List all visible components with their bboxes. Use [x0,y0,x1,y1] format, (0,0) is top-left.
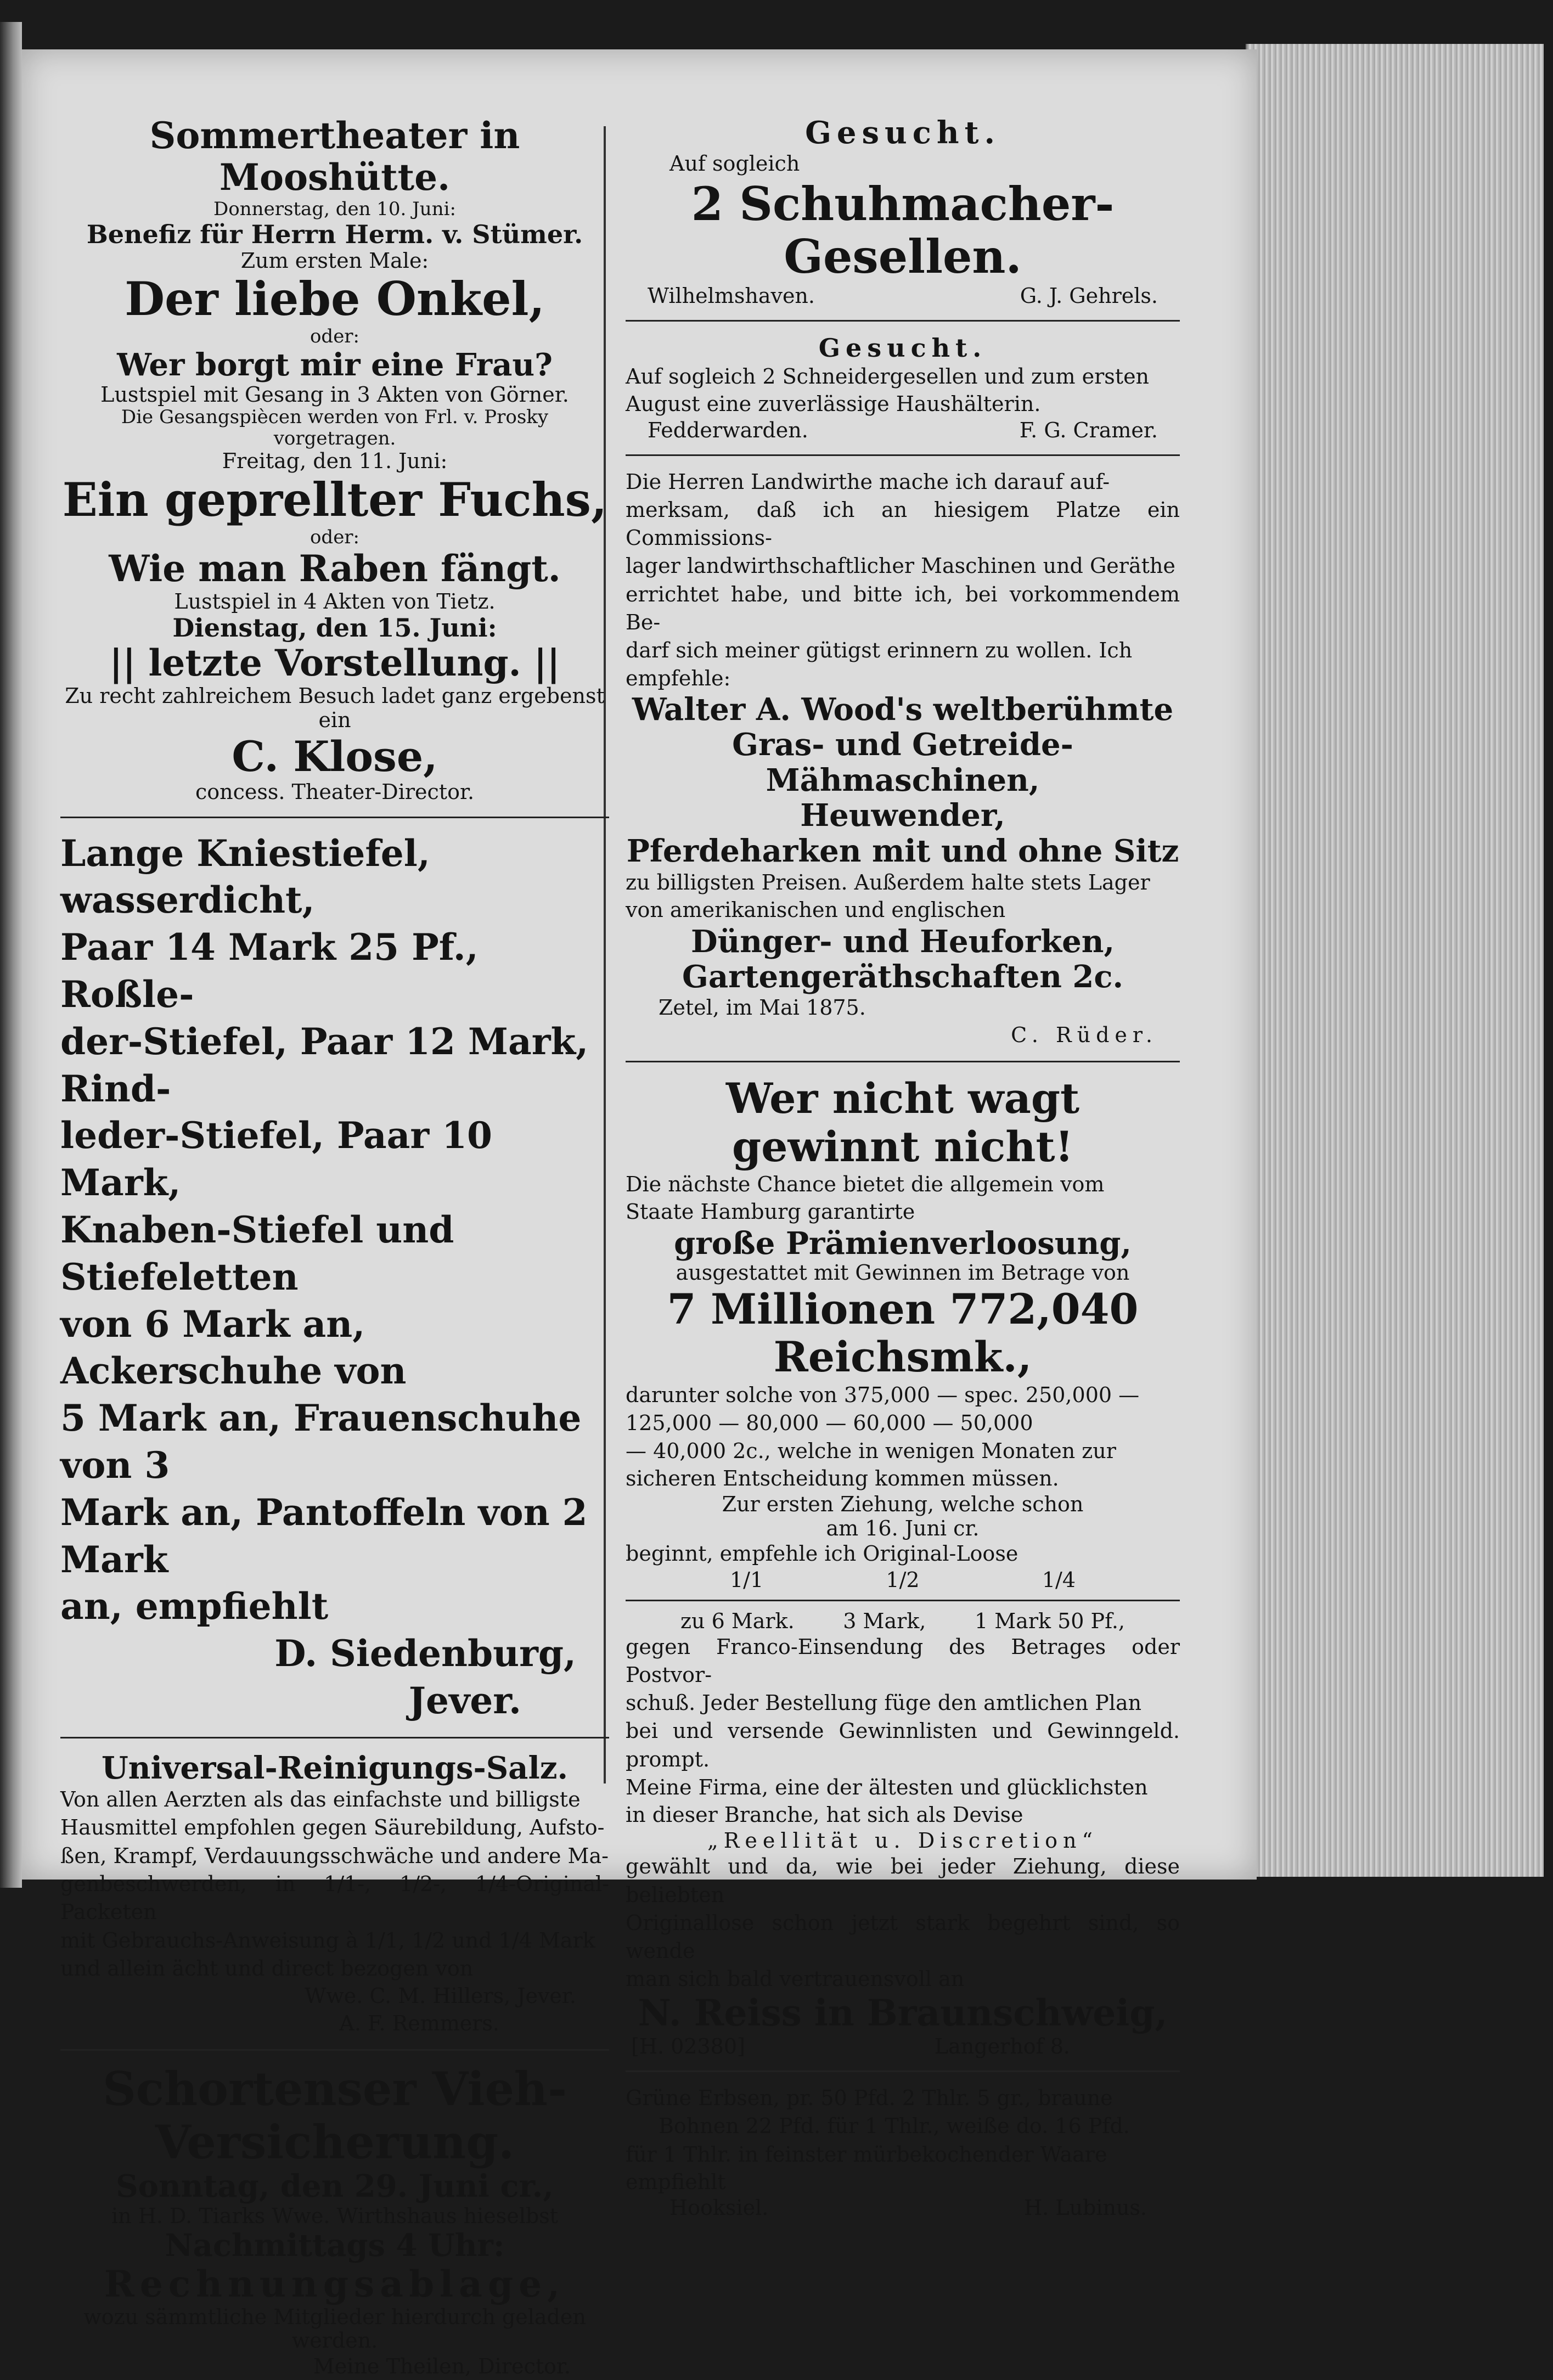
separator [626,1061,1180,1062]
ad-line: Lange Kniestiefel, wasserdicht, [60,831,430,922]
ad-line: Lustspiel mit Gesang in 3 Akten von Görner. [100,382,569,407]
advertiser-place: Wilhelmshaven. [648,283,815,308]
ad-line: Meine Firma, eine der ältesten und glücklichsten [626,1775,1148,1800]
ad-line: wozu sämmtliche Mitglieder hierdurch geladen werden. [83,2304,586,2353]
shoemaker-ad [626,115,1180,308]
advertiser-address: Langerhof 8. [934,2034,1070,2058]
separator [626,320,1180,322]
advertiser-place: Hooksiel. [669,2196,769,2220]
ad-line: Von allen Aerzten als das einfachste und billigste [60,1787,581,1812]
right-column [626,115,1180,2220]
fraction: 1/4 [1042,1567,1076,1592]
ad-line: Mark an, Pantoffeln von 2 Mark [60,1490,588,1581]
ad-line: gewählt und da, wie bei jeder Ziehung, diese beliebten [626,1854,1180,1907]
ad-date: Dienstag, den 15. Juni: [172,613,497,643]
advertiser-place: Fedderwarden. [648,418,808,442]
ad-line: und allein ächt und direct bezogen von [60,1956,474,1980]
price-row [626,1609,1180,1633]
ad-line: in dieser Branche, hat sich als Devise [626,1803,1023,1827]
advertiser-name: N. Reiss in Braunschweig, [638,1991,1168,2035]
ad-line: Die nächste Chance bietet die allgemein vom [626,1172,1105,1196]
ad-highlight: Pferdeharken mit und ohne Sitz [626,832,1179,869]
ad-date: Sonntag, den 29. Juni cr., [116,2168,554,2205]
advertiser-name: Wwe. C. M. Hillers, Jever. [305,1984,576,2008]
ad-line: Originallose schon jetzt stark begehrt sind, so wende [626,1911,1180,1963]
advertiser-role: concess. Theater-Director. [195,779,475,804]
ad-highlight: Gras- und Getreide-Mähmaschinen, [732,727,1073,798]
ad-line: Zum ersten Male: [240,248,429,273]
ad-date: Donnerstag, den 10. Juni: [213,198,456,220]
separator [60,2049,609,2051]
ad-line: Die Gesangspiècen werden von Frl. v. Prosky [121,406,549,429]
ad-line: in H. D. Tiarks Wwe. Wirthshaus hieselbst [111,2203,558,2228]
separator [60,817,609,818]
ad-line: August eine zuverlässige Haushälterin. [626,392,1041,417]
advertiser-name: H. Lubinus. [1023,2196,1147,2220]
ad-line: leder-Stiefel, Paar 10 Mark, [60,1114,492,1205]
ad-footer [626,418,1180,442]
boots-ad [60,830,609,1725]
ad-line: Die Herren Landwirthe mache ich darauf auf- [626,469,1110,494]
ad-line: 5 Mark an, Frauenschuhe von 3 [60,1397,582,1487]
ad-title: Gesucht. [818,333,987,363]
lottery-ad [626,1074,1180,2058]
ad-headline: 7 Millionen 772,040 Reichsmk., [667,1284,1139,1382]
price: zu 6 Mark. [680,1608,795,1633]
ad-line: Bohnen 22 Pfd. für 1 Thlr., weiße do. 16 Pfd. [659,2114,1130,2139]
advertiser-name: C. Klose, [232,732,438,781]
ad-line: gegen Franco-Einsendung des Betrages oder Postvor- [626,1634,1180,1687]
advertiser-name: D. Siedenburg, [274,1632,576,1675]
ad-line: Rechnungsablage, [104,2262,566,2305]
ad-line: ßen, Krampf, Verdauungsschwäche und andere Ma- [60,1843,609,1868]
ad-line: empfehle: [626,666,731,690]
fraction: 1/1 [730,1567,764,1592]
ad-line: darf sich meiner gütigst erinnern zu wollen. Ich [626,638,1133,663]
ad-line: darunter solche von 375,000 — spec. 250,000 — [626,1382,1140,1407]
ad-line: Hausmittel empfohlen gegen Säurebildung, Aufsto- [60,1815,605,1840]
ad-line: von 6 Mark an, Ackerschuhe von [60,1302,407,1393]
ad-line: Benefiz für Herrn Herm. v. Stümer. [86,219,583,249]
ad-line: der-Stiefel, Paar 12 Mark, Rind- [60,1020,589,1110]
last-performance: || letzte Vorstellung. || [109,642,560,685]
salt-ad [60,1751,609,2037]
fraction: 1/2 [886,1567,920,1592]
ad-line: vorgetragen. [273,427,396,450]
separator [626,454,1180,456]
ad-title: Versicherung. [155,2114,515,2169]
ad-line: bei und versende Gewinnlisten und Gewinngeld. prompt. [626,1719,1180,1771]
machinery-ad [626,468,1180,1049]
ad-line: errichtet habe, und bitte ich, bei vorkommendem Be- [626,582,1180,635]
theater-ad [60,115,609,804]
ad-title: Wer nicht wagt gewinnt nicht! [725,1074,1080,1171]
play-title: Der liebe Onkel, [125,272,545,327]
ad-line: oder: [310,526,360,548]
left-page-edge [0,22,22,1888]
ad-title: Gesucht. [805,115,1000,151]
ad-footer [626,284,1180,308]
ad-line: 125,000 — 80,000 — 60,000 — 50,000 [626,1410,1033,1435]
ad-line: Zu recht zahlreichem Besuch ladet ganz ergebenst ein [65,684,605,732]
ad-title: Sommertheater in Mooshütte. [149,114,520,199]
ad-highlight: Gartengeräthschaften 2c. [682,959,1123,995]
left-column [60,115,609,2380]
ad-line: Zur ersten Ziehung, welche schon [722,1492,1084,1516]
ad-line: Nachmittags 4 Uhr: [165,2227,505,2264]
ad-line: am 16. Juni cr. [826,1516,980,1540]
ad-highlight: große Prämienverloosung, [674,1225,1132,1262]
ad-line: Staate Hamburg garantirte [626,1200,915,1224]
play-title: Ein geprellter Fuchs, [62,472,607,527]
ad-line: Paar 14 Mark 25 Pf., Roßle- [60,926,479,1016]
ad-line: lager landwirthschaftlicher Maschinen und Geräthe [626,554,1175,578]
ad-headline: 2 Schuhmacher-Gesellen. [691,176,1115,284]
ad-line: Auf sogleich 2 Schneidergesellen und zum ersten [626,364,1150,389]
ad-line: oder: [310,325,360,348]
ad-line: Knaben-Stiefel und Stiefeletten [60,1208,454,1298]
ad-footer [626,2196,1180,2220]
ad-line: Grüne Erbsen, pr. 50 Pfd. 2 Thlr. 5 gr., braune [626,2085,1113,2110]
ad-line: merksam, daß ich an hiesigem Platze ein Commissions- [626,497,1180,550]
book-page-block [1246,44,1544,1877]
ad-line: — 40,000 2c., welche in wenigen Monaten zur [626,1439,1116,1464]
ad-line: an, empfiehlt [60,1585,329,1628]
separator [60,1737,609,1738]
separator [626,2070,1180,2072]
ad-line: Lustspiel in 4 Akten von Tietz. [174,589,496,614]
ad-line: man sich bald vertrauensvoll an [626,1966,965,1991]
ad-line: für 1 Thlr. in feinster mürbekochender Waare [626,2142,1107,2167]
ad-title: Schortenser Vieh- [103,2061,567,2116]
insurance-ad [60,2063,609,2380]
ad-line: von amerikanischen und englischen [626,898,1006,922]
ad-line: genbeschwerden, in 1/1-, 1/2-, 1/4-Original-Packeten [60,1872,609,1925]
play-subtitle: Wie man Raben fängt. [109,547,561,590]
advertiser-name: C. Rüder. [1011,1022,1158,1047]
ad-line: zu billigsten Preisen. Außerdem halte stets Lager [626,870,1150,894]
tailor-ad [626,334,1180,442]
newspaper-page [22,49,1257,2378]
advertiser-name: F. G. Cramer. [1019,418,1158,442]
ad-code: [H. 02380] [631,2034,745,2058]
ad-line: sicheren Entscheidung kommen müssen. [626,1466,1059,1491]
fraction-row [626,1568,1180,1592]
ad-line: Auf sogleich [669,151,800,176]
play-subtitle: Wer borgt mir eine Frau? [117,347,553,384]
advertiser-place: Jever. [408,1679,521,1722]
ad-line: schuß. Jeder Bestellung füge den amtlichen Plan [626,1691,1142,1715]
ad-date: Zetel, im Mai 1875. [659,995,866,1020]
ad-line: „Reellität u. Discretion“ [707,1828,1098,1853]
advertiser-name: A. F. Remmers. [339,2011,499,2035]
ad-line: mit Gebrauchs-Anweisung à 1/1, 1/2 und 1/4 Mark [60,1928,595,1953]
price: 1 Mark 50 Pf., [975,1608,1125,1633]
ad-line: beginnt, empfehle ich Original-Loose [626,1541,1019,1566]
ad-line: ausgestattet mit Gewinnen im Betrage von [676,1261,1130,1285]
ad-highlight: Walter A. Wood's weltberühmte [632,691,1174,728]
separator [626,1600,1180,1601]
ad-line: empfiehlt [626,2169,726,2194]
advertiser-name: Meine Theilen, Director. [313,2354,571,2378]
ad-footer [626,2034,1180,2058]
advertiser-name: G. J. Gehrels. [1020,283,1158,308]
ad-highlight: Dünger- und Heuforken, [691,923,1115,960]
price: 3 Mark, [843,1608,926,1633]
ad-date: Freitag, den 11. Juni: [222,449,448,474]
peas-ad [626,2084,1180,2220]
ad-highlight: Heuwender, [800,797,1005,834]
ad-title: Universal-Reinigungs-Salz. [101,1749,569,1786]
